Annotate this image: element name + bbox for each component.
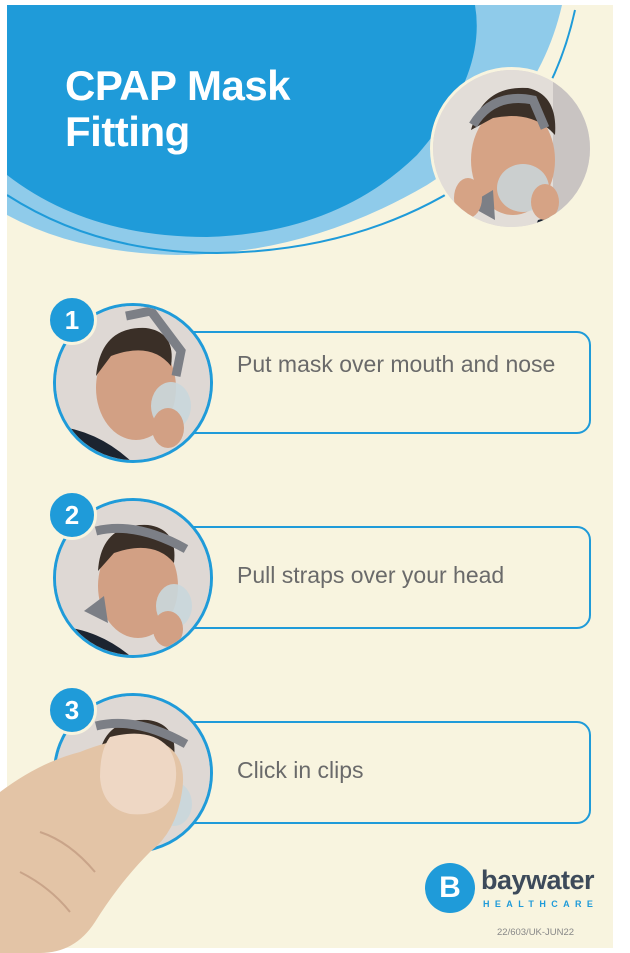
title-line-2: Fitting xyxy=(65,108,190,155)
step-3-number: 3 xyxy=(47,685,97,735)
document-code: 22/603/UK-JUN22 xyxy=(497,927,575,938)
page-title xyxy=(65,63,290,155)
step-3-text: Click in clips xyxy=(237,757,364,783)
step-1-text: Put mask over mouth and nose xyxy=(237,351,556,377)
step-2 xyxy=(7,490,613,670)
brand-name: baywater xyxy=(481,865,595,895)
title-line-1: CPAP Mask xyxy=(65,62,291,109)
holding-thumb xyxy=(0,722,190,953)
brand-subtitle: HEALTHCARE xyxy=(483,899,599,909)
step-2-number: 2 xyxy=(47,490,97,540)
step-2-text: Pull straps over your head xyxy=(237,562,505,588)
step-1-box xyxy=(149,331,591,434)
brand-mark: B xyxy=(425,863,475,913)
step-1-number: 1 xyxy=(47,295,97,345)
step-1 xyxy=(7,295,613,475)
brand-logo xyxy=(425,863,605,923)
hero-photo xyxy=(430,67,593,230)
